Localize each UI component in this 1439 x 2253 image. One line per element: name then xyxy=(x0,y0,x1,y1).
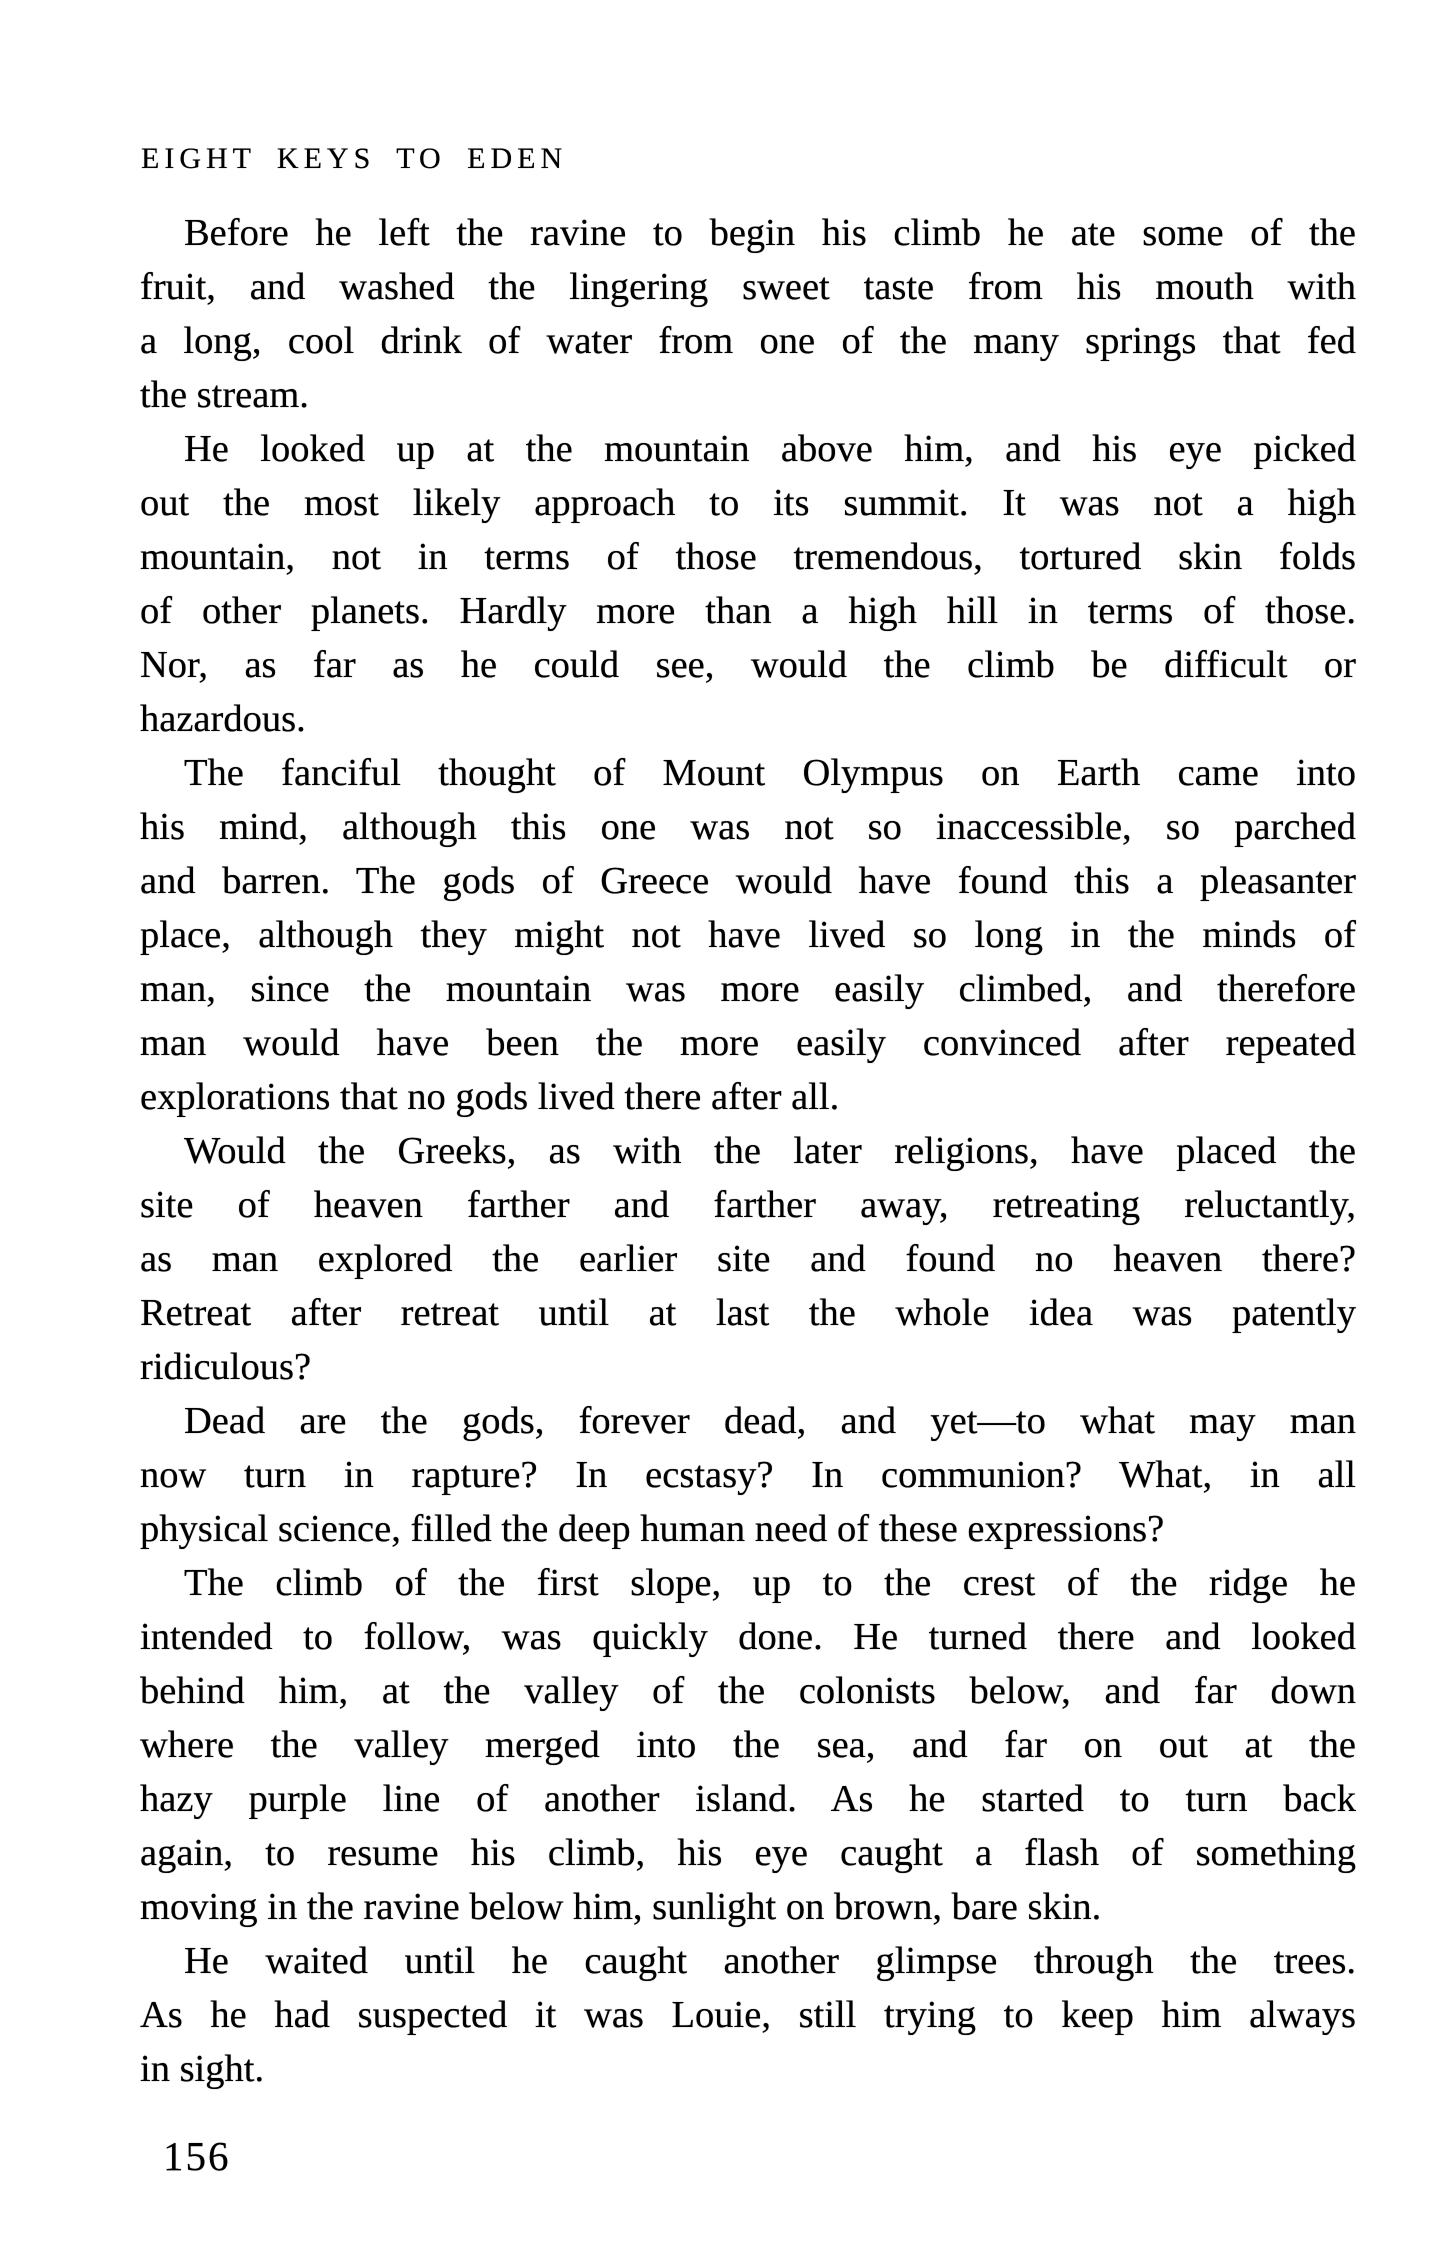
paragraph xyxy=(140,1394,1356,1556)
text-line: Would the Greeks, as with the later religions, have placed the xyxy=(184,1130,1356,1172)
text-line: where the valley merged into the sea, and far on out at the xyxy=(140,1724,1356,1766)
text-line: place, although they might not have lived so long in the minds of xyxy=(140,914,1356,956)
text-line: and barren. The gods of Greece would have found this a pleasanter xyxy=(140,860,1356,902)
text-line: hazardous. xyxy=(140,698,306,740)
text-line: hazy purple line of another island. As he started to turn back xyxy=(140,1778,1356,1820)
text-line: of other planets. Hardly more than a high hill in terms of those. xyxy=(140,590,1356,632)
text-line: He looked up at the mountain above him, and his eye picked xyxy=(184,428,1356,470)
paragraph xyxy=(140,1124,1356,1394)
text-line: intended to follow, was quickly done. He turned there and looked xyxy=(140,1616,1356,1658)
text-line: a long, cool drink of water from one of the many springs that fed xyxy=(140,320,1356,362)
text-line: now turn in rapture? In ecstasy? In communion? What, in all xyxy=(140,1454,1356,1496)
text-line: mountain, not in terms of those tremendous, tortured skin folds xyxy=(140,536,1356,578)
text-line: As he had suspected it was Louie, still trying to keep him always xyxy=(140,1994,1356,2036)
text-line: Before he left the ravine to begin his climb he ate some of the xyxy=(184,212,1356,254)
text-line: He waited until he caught another glimpse through the trees. xyxy=(184,1940,1356,1982)
paragraph xyxy=(140,1556,1356,1934)
text-line: Retreat after retreat until at last the whole idea was patently xyxy=(140,1292,1356,1334)
text-line: Nor, as far as he could see, would the climb be difficult or xyxy=(140,644,1356,686)
text-line: The fanciful thought of Mount Olympus on Earth came into xyxy=(184,752,1356,794)
text-line: again, to resume his climb, his eye caught a flash of something xyxy=(140,1832,1356,1874)
text-line: physical science, filled the deep human need of these expressions? xyxy=(140,1508,1165,1550)
paragraph xyxy=(140,1934,1356,2096)
text-line: ridiculous? xyxy=(140,1346,312,1388)
running-header: EIGHT KEYS TO EDEN xyxy=(141,142,568,175)
text-line: moving in the ravine below him, sunlight on brown, bare skin. xyxy=(140,1886,1102,1928)
text-line: in sight. xyxy=(140,2048,265,2090)
text-line: The climb of the first slope, up to the crest of the ridge he xyxy=(184,1562,1356,1604)
text-line: site of heaven farther and farther away, retreating reluctantly, xyxy=(140,1184,1356,1226)
text-line: man would have been the more easily convinced after repeated xyxy=(140,1022,1356,1064)
paragraph xyxy=(140,206,1356,422)
text-line: Dead are the gods, forever dead, and yet—to what may man xyxy=(184,1400,1356,1442)
text-line: his mind, although this one was not so inaccessible, so parched xyxy=(140,806,1356,848)
body-text xyxy=(140,206,1356,2096)
paragraph xyxy=(140,746,1356,1124)
text-line: out the most likely approach to its summit. It was not a high xyxy=(140,482,1356,524)
text-line: behind him, at the valley of the colonists below, and far down xyxy=(140,1670,1356,1712)
text-line: fruit, and washed the lingering sweet taste from his mouth with xyxy=(140,266,1356,308)
text-line: the stream. xyxy=(140,374,309,416)
text-line: as man explored the earlier site and found no heaven there? xyxy=(140,1238,1356,1280)
page-number: 156 xyxy=(163,2133,231,2179)
paragraph xyxy=(140,422,1356,746)
text-line: explorations that no gods lived there after all. xyxy=(140,1076,840,1118)
text-line: man, since the mountain was more easily climbed, and therefore xyxy=(140,968,1356,1010)
